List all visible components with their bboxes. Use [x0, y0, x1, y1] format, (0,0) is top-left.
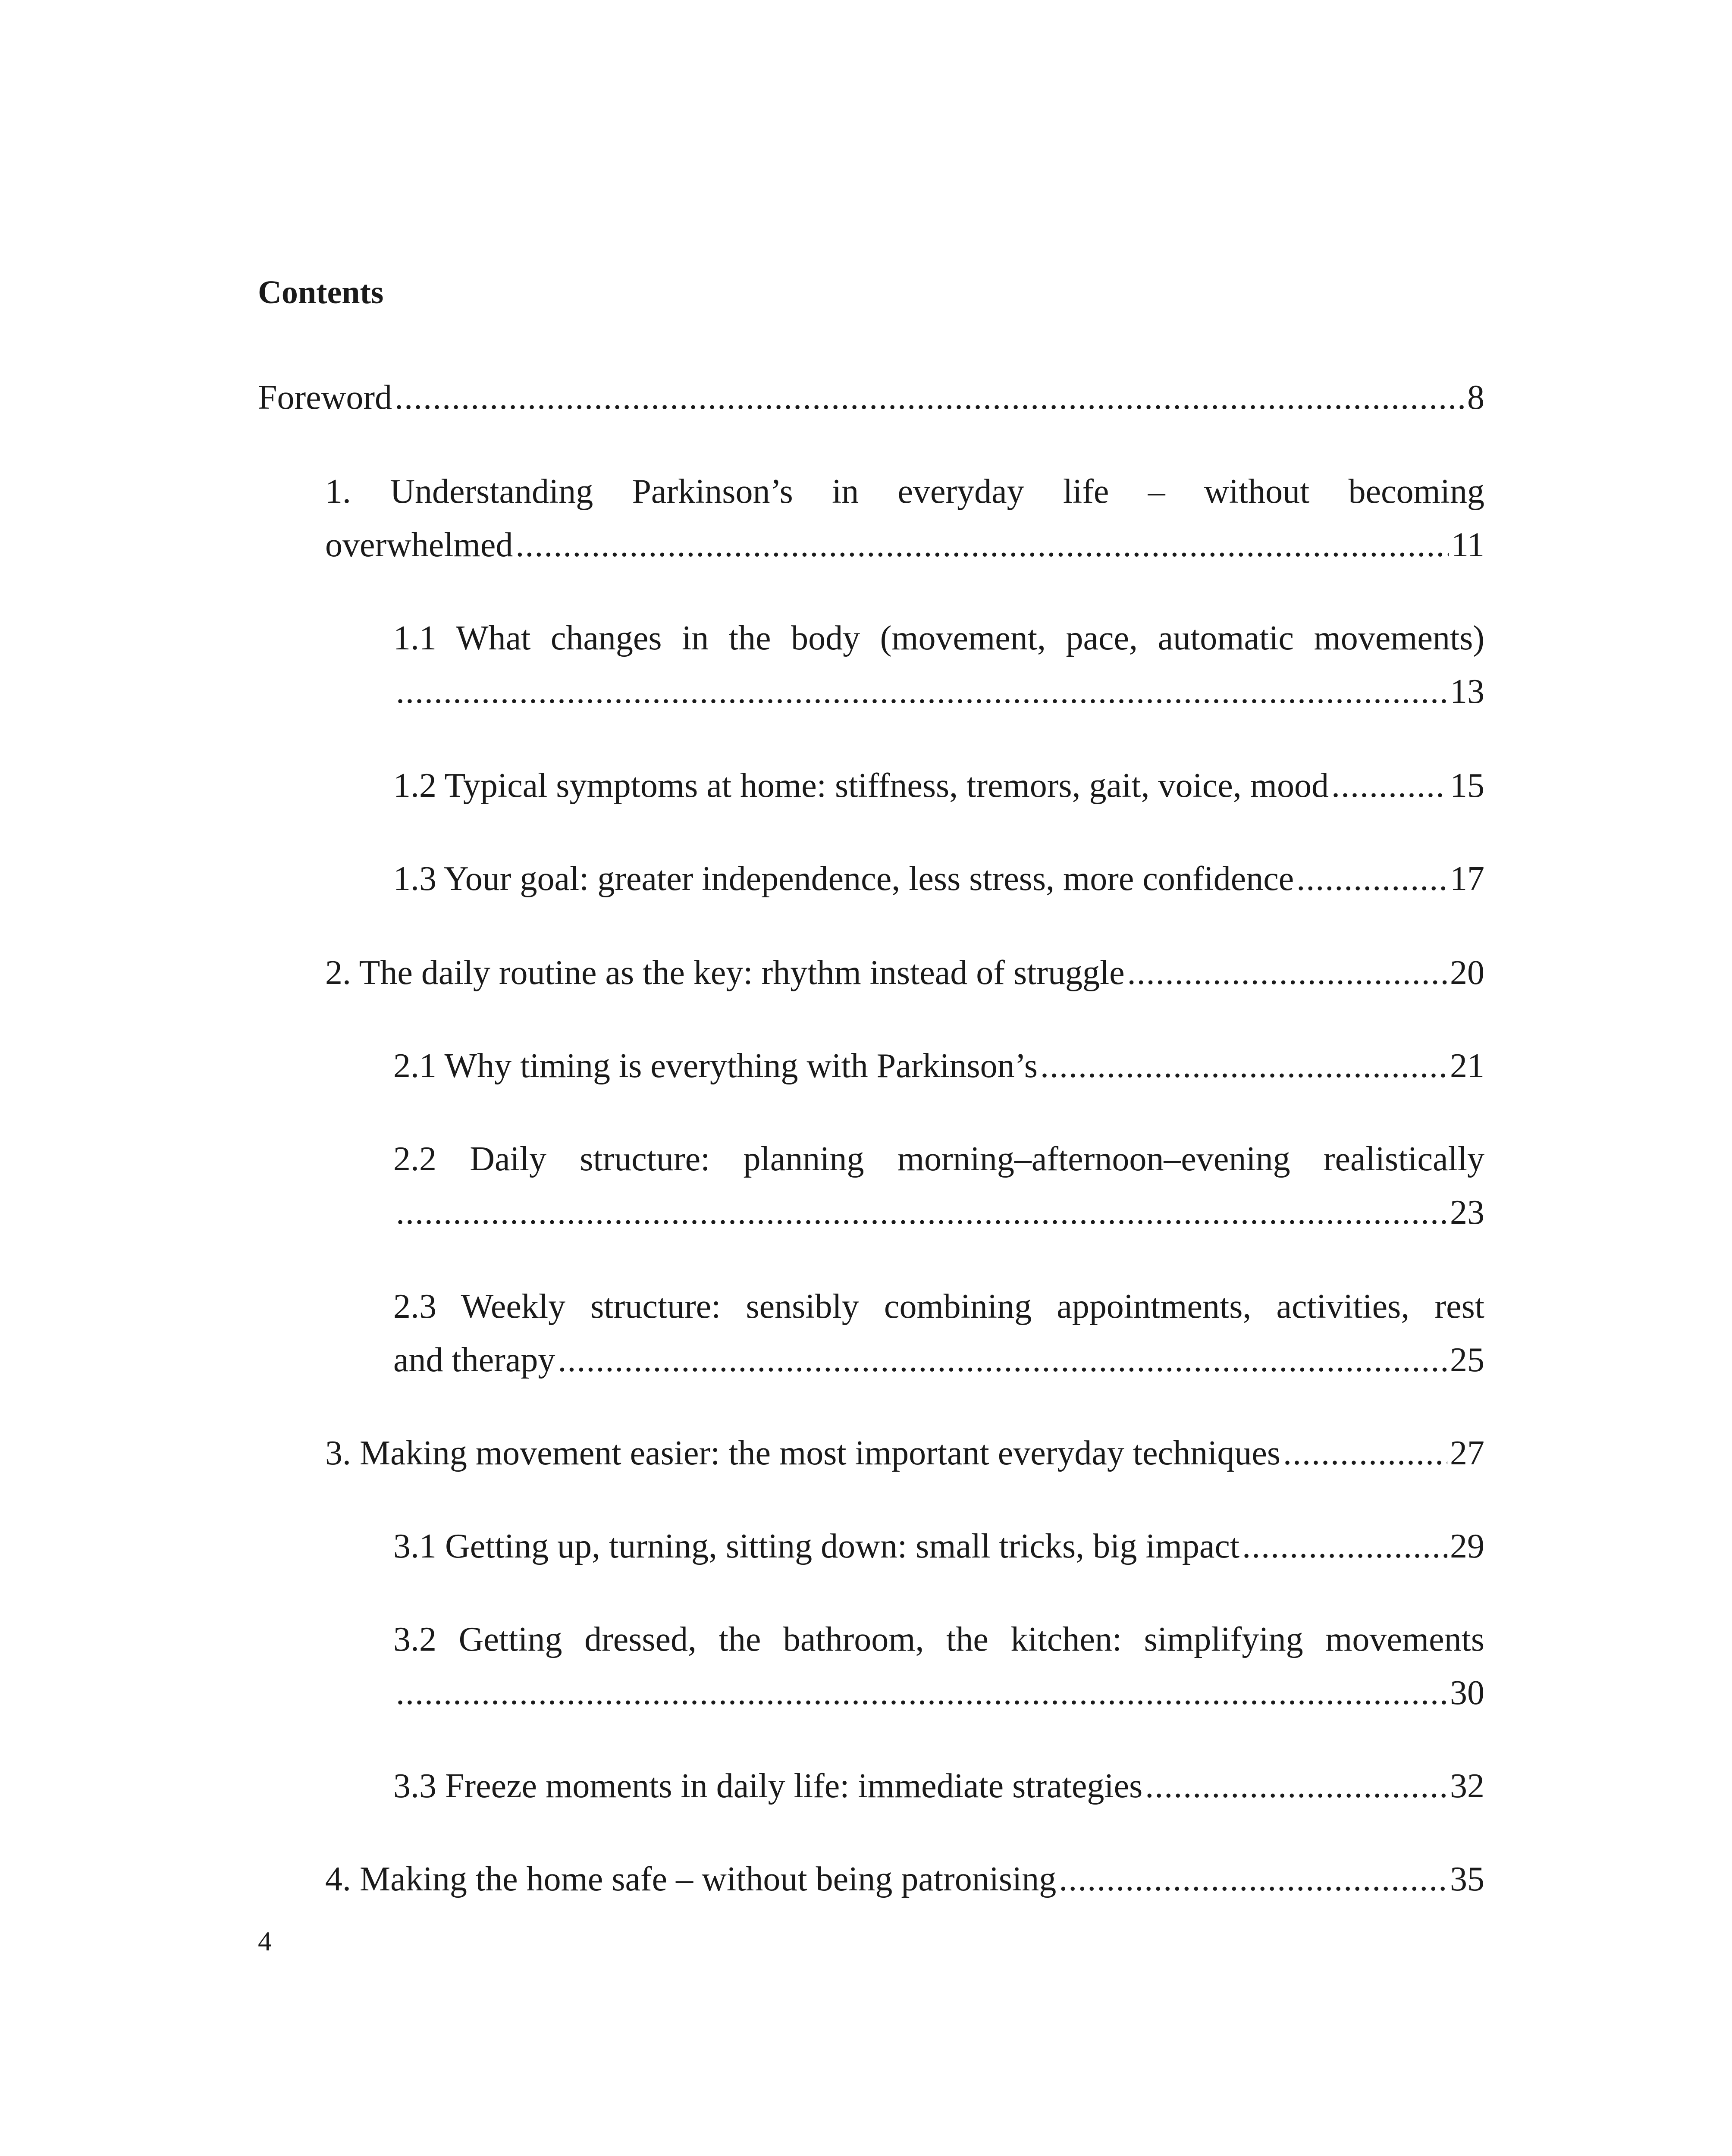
toc-line — [393, 852, 1484, 906]
toc-page-number: 15 — [1450, 767, 1484, 805]
toc-entry-chapter-2[interactable] — [325, 946, 1484, 1000]
toc-entry-title: Foreword — [258, 379, 392, 417]
toc-page-number: 29 — [1450, 1527, 1484, 1565]
toc-entry-section-2-2[interactable] — [393, 1132, 1484, 1239]
toc-entry-section-3-3[interactable] — [393, 1759, 1484, 1813]
toc-entry-chapter-4[interactable] — [325, 1852, 1484, 1906]
toc-line — [393, 1520, 1484, 1573]
page-number: 4 — [258, 1926, 272, 1956]
toc-entry-section-3-2[interactable] — [393, 1613, 1484, 1720]
toc-line — [393, 1666, 1484, 1720]
toc-line — [393, 665, 1484, 718]
toc-page-number: 21 — [1450, 1047, 1484, 1085]
toc-line — [325, 1852, 1484, 1906]
toc-entry-section-1-2[interactable] — [393, 759, 1484, 812]
toc-page-number: 11 — [1451, 526, 1484, 564]
toc-entry-section-2-3[interactable] — [393, 1280, 1484, 1387]
toc-entry-title: 1.2 Typical symptoms at home: stiffness, tremors, gait, voice, mood — [393, 767, 1329, 805]
toc-entry-chapter-3[interactable] — [325, 1426, 1484, 1480]
toc-page-number: 20 — [1450, 954, 1484, 992]
toc-page-number: 23 — [1450, 1194, 1484, 1232]
toc-line — [258, 371, 1484, 424]
dot-leader — [558, 1333, 1447, 1387]
toc-entry-title: 4. Making the home safe – without being patronising — [325, 1860, 1057, 1898]
toc-entry-section-3-1[interactable] — [393, 1520, 1484, 1573]
toc-line — [393, 1759, 1484, 1813]
dot-leader — [1296, 852, 1447, 906]
dot-leader — [1127, 946, 1447, 1000]
toc-entry-section-1-1[interactable] — [393, 611, 1484, 718]
dot-leader — [1242, 1520, 1447, 1573]
toc-page-number: 25 — [1450, 1341, 1484, 1379]
toc-entry-section-1-3[interactable] — [393, 852, 1484, 906]
toc-entry-title: 2. The daily routine as the key: rhythm instead of struggle — [325, 954, 1125, 992]
dot-leader — [396, 1666, 1447, 1720]
toc-line — [393, 1333, 1484, 1387]
toc-entry-chapter-1[interactable] — [325, 465, 1484, 572]
dot-leader — [396, 665, 1447, 718]
toc-page-number: 32 — [1450, 1767, 1484, 1805]
toc-entry-title: 3.2 Getting dressed, the bathroom, the kitchen: simplifying movements — [393, 1620, 1484, 1658]
dot-leader — [515, 518, 1449, 572]
toc-entry-title: 1.1 What changes in the body (movement, pace, automatic movements) — [393, 619, 1484, 657]
toc-entry-title: 3. Making movement easier: the most important everyday techniques — [325, 1434, 1280, 1472]
dot-leader — [1331, 759, 1447, 812]
toc-line — [393, 1186, 1484, 1239]
toc-entry-section-2-1[interactable] — [393, 1039, 1484, 1093]
toc-entry-title: 2.2 Daily structure: planning morning–afternoon–evening realistically — [393, 1140, 1484, 1178]
dot-leader — [1040, 1039, 1447, 1093]
dot-leader — [396, 1186, 1447, 1239]
toc-entry-title: 1.3 Your goal: greater independence, less stress, more confidence — [393, 860, 1294, 898]
toc-entry-title-continued: overwhelmed — [325, 526, 513, 564]
toc-page-number: 13 — [1450, 673, 1484, 711]
toc-page-number: 30 — [1450, 1674, 1484, 1712]
toc-entry-title: 3.1 Getting up, turning, sitting down: small tricks, big impact — [393, 1527, 1240, 1565]
toc-line — [325, 518, 1484, 572]
dot-leader — [395, 371, 1465, 424]
toc-line — [325, 1426, 1484, 1480]
toc-page-number: 8 — [1467, 379, 1484, 417]
toc-entry-title: 2.3 Weekly structure: sensibly combining appointments, activities, rest — [393, 1288, 1484, 1326]
dot-leader — [1145, 1759, 1447, 1813]
toc-page-number: 17 — [1450, 860, 1484, 898]
toc-line — [325, 946, 1484, 1000]
toc-entry-foreword[interactable] — [258, 371, 1484, 424]
toc-line — [393, 1039, 1484, 1093]
toc-page-number: 35 — [1450, 1860, 1484, 1898]
toc-entry-title: 3.3 Freeze moments in daily life: immediate strategies — [393, 1767, 1143, 1805]
contents-heading: Contents — [258, 274, 384, 310]
toc-entry-title-continued: and therapy — [393, 1341, 555, 1379]
toc-line — [393, 759, 1484, 812]
toc-entry-title: 2.1 Why timing is everything with Parkinson’s — [393, 1047, 1038, 1085]
toc-entry-title: 1. Understanding Parkinson’s in everyday life – without becoming — [325, 473, 1484, 511]
dot-leader — [1283, 1426, 1447, 1480]
toc-page-number: 27 — [1450, 1434, 1484, 1472]
dot-leader — [1059, 1852, 1447, 1906]
